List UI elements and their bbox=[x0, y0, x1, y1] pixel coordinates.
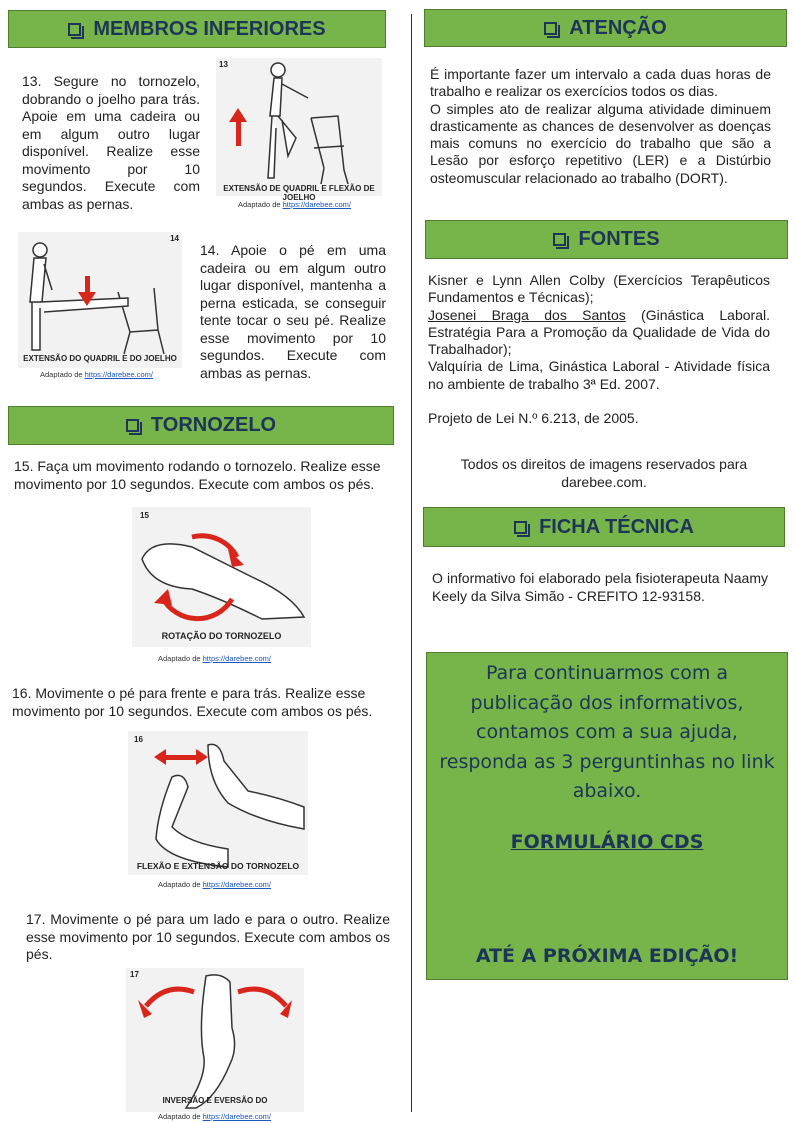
darebee-link[interactable]: https://darebee.com/ bbox=[282, 200, 352, 209]
exercise-14-caption bbox=[40, 370, 153, 379]
direitos-text: Todos os direitos de imagens reservados para darebee.com. bbox=[460, 456, 748, 490]
atencao-paragraph-1: É importante fazer um intervalo a cada duas horas de trabalho e realizar os exercícios todos os dias. bbox=[430, 66, 771, 100]
illustration-number: 14 bbox=[170, 234, 179, 243]
darebee-link[interactable]: https://darebee.com/ bbox=[202, 1112, 272, 1121]
illustration-number: 17 bbox=[130, 970, 139, 979]
darebee-link[interactable]: https://darebee.com/ bbox=[84, 370, 154, 379]
exercise-13-text: 13. Segure no tornozelo, dobrando o joelho para trás. Apoie em uma cadeira ou em algum outro lugar disponível. Realize esse movimento por 10 segundos. Execute com ambas as pernas. bbox=[22, 73, 200, 212]
caption-prefix: Adaptado de bbox=[158, 1112, 201, 1121]
fonte-item: Valquíria de Lima, Ginástica Laboral - Atividade física no ambiente de trabalho 3ª Ed. 2007. bbox=[428, 358, 770, 392]
checkbox-icon bbox=[553, 233, 566, 246]
form-link-label[interactable]: FORMULÁRIO CDS bbox=[510, 831, 704, 853]
header-label: FONTES bbox=[578, 228, 660, 250]
cta-form-link[interactable] bbox=[427, 831, 787, 853]
darebee-link[interactable]: https://darebee.com/ bbox=[202, 880, 272, 889]
checkbox-icon bbox=[126, 419, 139, 432]
caption-prefix: Adaptado de bbox=[158, 654, 201, 663]
illustration-label: EXTENSÃO DO QUADRIL E DO JOELHO bbox=[23, 354, 177, 363]
caption-prefix: Adaptado de bbox=[238, 200, 281, 209]
ankle-rotation-icon bbox=[132, 507, 311, 647]
exercise-14-illustration bbox=[18, 232, 182, 368]
caption-prefix: Adaptado de bbox=[40, 370, 83, 379]
exercise-16-caption bbox=[158, 880, 271, 889]
exercise-17-caption bbox=[158, 1112, 271, 1121]
ficha-text: O informativo foi elaborado pela fisioterapeuta Naamy Keely da Silva Simão - CREFITO 12-93158. bbox=[432, 570, 768, 604]
fontes-list bbox=[428, 272, 770, 427]
exercise-15-text: 15. Faça um movimento rodando o tornozelo. Realize esse movimento por 10 segundos. Execute com ambos os pés. bbox=[14, 458, 381, 492]
header-label: FICHA TÉCNICA bbox=[539, 515, 694, 538]
header-fontes bbox=[425, 220, 788, 259]
checkbox-icon bbox=[544, 22, 557, 35]
illustration-number: 15 bbox=[140, 511, 149, 520]
header-label: TORNOZELO bbox=[150, 414, 277, 436]
illustration-label: INVERSÃO E EVERSÃO DO bbox=[162, 1096, 268, 1105]
illustration-number: 13 bbox=[219, 60, 228, 69]
exercise-17-text: 17. Movimente o pé para um lado e para o outro. Realize esse movimento por 10 segundos. Execute com ambos os pés. bbox=[26, 911, 390, 962]
exercise-14-text: 14. Apoie o pé em uma cadeira ou em algum outro lugar disponível, mantenha a perna esticada, se conseguir tente tocar o seu pé. Realize esse movimento por 10 segundos. Execute com ambas as pernas. bbox=[200, 242, 386, 381]
exercise-16-text: 16. Movimente o pé para frente e para trás. Realize esse movimento por 10 segundos. Execute com ambos os pés. bbox=[12, 685, 373, 719]
exercise-15-illustration bbox=[132, 507, 311, 647]
illustration-label: ROTAÇÃO DO TORNOZELO bbox=[161, 631, 282, 641]
fonte-item: Projeto de Lei N.º 6.213, de 2005. bbox=[428, 410, 639, 427]
atencao-text bbox=[430, 66, 771, 187]
column-divider bbox=[411, 14, 412, 1112]
atencao-paragraph-2: O simples ato de realizar alguma atividade diminuem drasticamente as chances de desenvolver as doenças mais comuns no exercício do trabalho que são a Lesão por esforço repetitivo (LER) e a Distúrbio osteomuscular relacionado ao trabalho (DORT). bbox=[430, 100, 771, 186]
exercise-13-caption bbox=[238, 200, 351, 209]
fonte-item bbox=[428, 307, 770, 359]
darebee-link[interactable]: https://darebee.com/ bbox=[202, 654, 272, 663]
standing-quad-stretch-icon bbox=[216, 58, 382, 196]
illustration-label: EXTENSÃO DE QUADRIL E FLEXÃO DE JOELHO bbox=[223, 184, 375, 202]
header-label: MEMBROS INFERIORES bbox=[93, 17, 326, 40]
checkbox-icon bbox=[68, 23, 81, 36]
exercise-15-caption bbox=[158, 654, 271, 663]
cta-text: Para continuarmos com a publicação dos informativos, contamos com a sua ajuda, responda as 3 perguntinhas no link abaixo. bbox=[439, 662, 775, 802]
fonte-author: Josenei Braga dos Santos bbox=[428, 306, 626, 323]
fonte-item: Kisner e Lynn Allen Colby (Exercícios Terapêuticos Fundamentos e Técnicas); bbox=[428, 272, 770, 306]
exercise-13-illustration bbox=[216, 58, 382, 202]
cta-box bbox=[426, 652, 788, 980]
hamstring-stretch-icon bbox=[18, 232, 182, 368]
illustration-number: 16 bbox=[134, 735, 143, 744]
cta-closing: ATÉ A PRÓXIMA EDIÇÃO! bbox=[475, 945, 739, 967]
exercise-17-illustration bbox=[126, 968, 304, 1112]
exercise-16-illustration bbox=[128, 731, 308, 875]
fonte-detail: (Ginástica Laboral. Estratégia Para a Promoção da Qualidade de Vida do Trabalhador); bbox=[428, 306, 770, 358]
ankle-inversion-eversion-icon bbox=[126, 968, 304, 1112]
header-ficha-tecnica bbox=[423, 507, 785, 547]
header-label: ATENÇÃO bbox=[569, 16, 667, 39]
header-membros-inferiores bbox=[8, 10, 386, 48]
header-tornozelo bbox=[8, 406, 394, 445]
header-atencao bbox=[424, 9, 787, 47]
illustration-label: FLEXÃO E EXTENSÃO DO TORNOZELO bbox=[136, 861, 300, 871]
checkbox-icon bbox=[514, 521, 527, 534]
caption-prefix: Adaptado de bbox=[158, 880, 201, 889]
ankle-flexion-extension-icon bbox=[128, 731, 308, 875]
